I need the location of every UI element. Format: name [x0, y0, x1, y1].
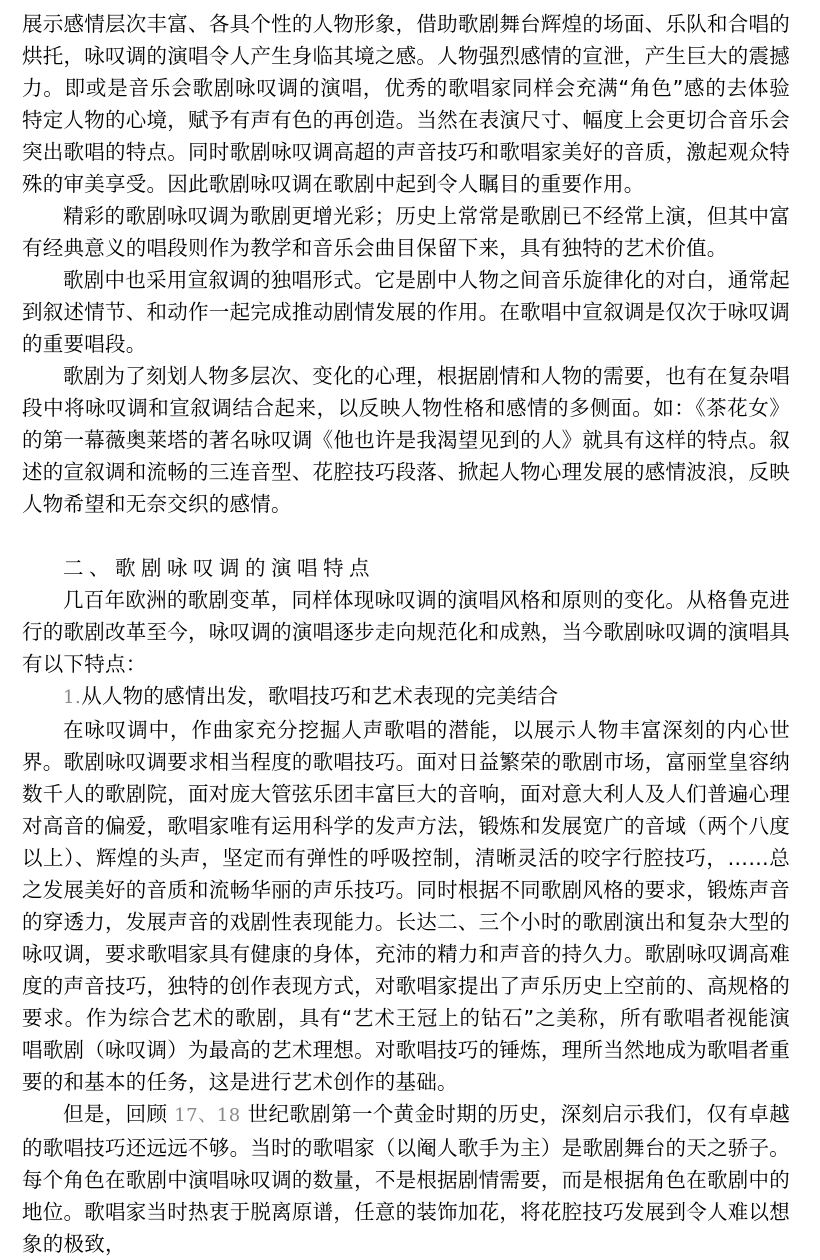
paragraph-6: 在咏叹调中，作曲家充分挖掘人声歌唱的潜能，以展示人物丰富深刻的内心世界。歌剧咏叹调要求相当程度的歌唱技巧。面对日益繁荣的歌剧市场，富丽堂皇容纳数千人的歌剧院，面对庞大管弦乐团丰富巨大的音响，面对意大利人及人们普遍心理对高音的偏爱，歌唱家唯有运用科学的发声方法，锻炼和发展宽广的音域（两个八度以上）、辉煌的头声，坚定而有弹性的呼吸控制，清晰灵活的咬字行腔技巧，……总之发展美好的音质和流畅华丽的声乐技巧。同时根据不同歌剧风格的要求，锻炼声音的穿透力，发展声音的戏剧性表现能力。长达二、三个小时的歌剧演出和复杂大型的咏叹调，要求歌唱家具有健康的身体，充沛的精力和声音的持久力。歌剧咏叹调高难度的声音技巧，独特的创作表现方式，对歌唱家提出了声乐历史上空前的、高规格的要求。作为综合艺术的歌剧，具有“艺术王冠上的钻石”之美称，所有歌唱者视能演唱歌剧（咏叹调）为最高的艺术理想。对歌唱技巧的锤炼，理所当然地成为歌唱者重要的和基本的任务，这是进行艺术创作的基础。	[22, 718, 790, 1094]
paragraph-4: 歌剧为了刻划人物多层次、变化的心理，根据剧情和人物的需要，也有在复杂唱段中将咏叹调和宣叙调结合起来，以反映人物性格和感情的多侧面。如：《茶花女》的第一幕薇奥莱塔的著名咏叹调《他也许是我渴望见到的人》就具有这样的特点。叙述的宣叙调和流畅的三连音型、花腔技巧段落、掀起人物心理发展的感情波浪，反映人物希望和无奈交织的感情。	[22, 364, 790, 516]
paragraph-2: 精彩的歌剧咏叹调为歌剧更增光彩；历史上常常是歌剧已不经常上演，但其中富有经典意义的唱段则作为教学和音乐会曲目保留下来，具有独特的艺术价值。	[22, 204, 790, 260]
list-item-marker: 1.	[63, 687, 82, 708]
paragraph-7	[22, 1098, 790, 1260]
document-body	[22, 8, 790, 1260]
numbered-list-item-1	[22, 680, 790, 714]
section-heading-2: 二、歌剧咏叹调的演唱特点	[63, 556, 375, 580]
blank-line-spacer	[22, 520, 790, 552]
paragraph-7-segment-lead: 但是，回顾	[63, 1102, 175, 1126]
paragraph-3: 歌剧中也采用宣叙调的独唱形式。它是剧中人物之间音乐旋律化的对白，通常起到叙述情节、和动作一起完成推动剧情发展的作用。在歌唱中宣叙调是仅次于咏叹调的重要唱段。	[22, 268, 790, 356]
paragraph-7-century-numerals: 17、18	[174, 1105, 241, 1126]
list-item-text: 从人物的感情出发，歌唱技巧和艺术表现的完美结合	[81, 684, 559, 708]
paragraph-7-segment-tail: 世纪歌剧第一个黄金时期的历史，深刻启示我们，仅有卓越的歌唱技巧还远远不够。当时的歌唱家（以阉人歌手为主）是歌剧舞台的天之骄子。每个角色在歌剧中演唱咏叹调的数量，不是根据剧情需要，而是根据角色在歌剧中的地位。歌唱家当时热衷于脱离原谱，任意的装饰加花，将花腔技巧发展到令人难以想象的极致，	[22, 1102, 790, 1256]
paragraph-1: 展示感情层次丰富、各具个性的人物形象，借助歌剧舞台辉煌的场面、乐队和合唱的烘托，咏叹调的演唱令人产生身临其境之感。人物强烈感情的宣泄，产生巨大的震撼力。即或是音乐会歌剧咏叹调的演唱，优秀的歌唱家同样会充满“角色”感的去体验特定人物的心境，赋予有声有色的再创造。当然在表演尺寸、幅度上会更切合音乐会突出歌唱的特点。同时歌剧咏叹调高超的声音技巧和歌唱家美好的音质，激起观众特殊的审美享受。因此歌剧咏叹调在歌剧中起到令人瞩目的重要作用。	[22, 12, 790, 196]
paragraph-5: 几百年欧洲的歌剧变革，同样体现咏叹调的演唱风格和原则的变化。从格鲁克进行的歌剧改革至今，咏叹调的演唱逐步走向规范化和成熟，当今歌剧咏叹调的演唱具有以下特点：	[22, 588, 790, 676]
